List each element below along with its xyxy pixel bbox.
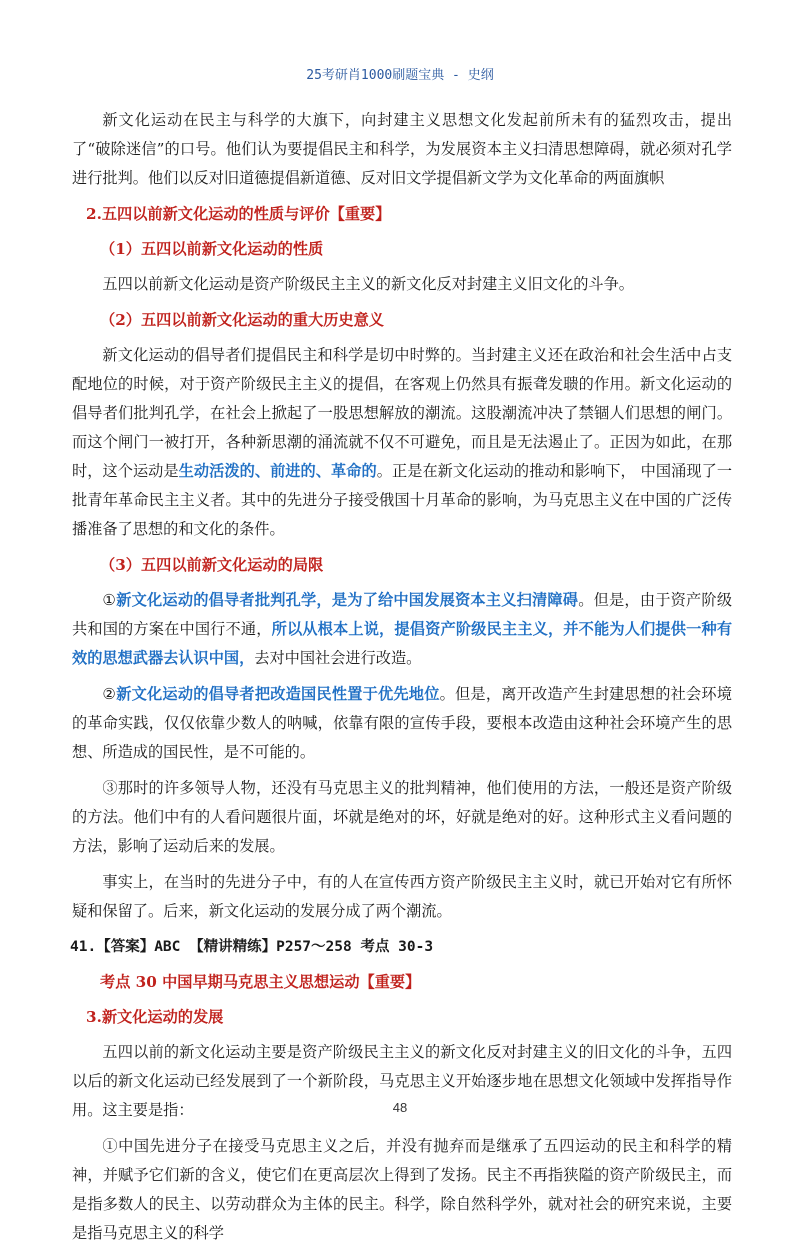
paragraph: ③那时的许多领导人物，还没有马克思主义的批判精神，他们使用的方法，一般还是资产阶级的方法。他们中有的人看问题很片面，坏就是绝对的坏，好就是绝对的好。这种形式主义看问题的方法，影响了运动后来的发展。 (72, 779, 732, 855)
subsection-heading: （2）五四以前新文化运动的重大历史意义 (100, 311, 384, 329)
highlight-text: 生动活泼的、前进的、革命的 (178, 462, 377, 480)
page-number: 48 (392, 1100, 408, 1115)
section-heading: 考点 30 中国早期马克思主义思想运动【重要】 (100, 973, 421, 991)
paragraph (72, 341, 732, 544)
list-number: ① (102, 591, 117, 609)
paragraph: 五四以前的新文化运动主要是资产阶级民主主义的新文化反对封建主义的旧文化的斗争，五四以后的新文化运动已经发展到了一个新阶段，马克思主义开始逐步地在思想文化领域中发挥指导作用。这主要是指： (72, 1043, 732, 1119)
subsection-heading: （1）五四以前新文化运动的性质 (100, 240, 324, 258)
highlight-text: 新文化运动的倡导者批判孔学，是为了给中国发展资本主义扫清障碍 (116, 591, 579, 609)
paragraph: ①中国先进分子在接受马克思主义之后，并没有抛弃而是继承了五四运动的民主和科学的精神，并赋予它们新的含义，使它们在更高层次上得到了发扬。民主不再指狭隘的资产阶级民主，而是指多数人的民主、以劳动群众为主体的民主。科学，除自然科学外，就对社会的研究来说，主要是指马克思主义的科学 (72, 1137, 732, 1242)
paragraph (72, 586, 732, 673)
paragraph (72, 680, 732, 767)
text-run: 。但是，由于资产阶级共和国的方案在中国行不通， (72, 591, 733, 638)
subsection-heading: （3）五四以前新文化运动的局限 (100, 556, 324, 574)
highlight-text: 新文化运动的倡导者把改造国民性置于优先地位 (116, 685, 440, 703)
text-run: 。但是，离开改造产生封建思想的社会环境的革命实践，仅仅依靠少数人的呐喊，依靠有限的宣传手段，要根本改造由这种社会环境产生的思想、所造成的国民性，是不可能的。 (72, 685, 733, 761)
answer-line: 41.【答案】ABC 【精讲精练】P257～258 考点 30-3 (70, 939, 434, 955)
text-run: 新文化运动的倡导者们提倡民主和科学是切中时弊的。当封建主义还在政治和社会生活中占支配地位的时候，对于资产阶级民主主义的提倡，在客观上仍然具有振聋发聩的作用。新文化运动的倡导者们批判孔学，在社会上掀起了一股思想解放的潮流。这股潮流冲决了禁锢人们思想的闸门。而这个闸门一被打开，各种新思潮的涌流就不仅不可避免，而且是无法遏止了。正因为如此，在那时，这个运动是 (72, 346, 732, 480)
document-body (72, 106, 732, 1255)
section-heading: 2.五四以前新文化运动的性质与评价【重要】 (86, 205, 391, 223)
paragraph: 新文化运动在民主与科学的大旗下，向封建主义思想文化发起前所未有的猛烈攻击，提出了“破除迷信”的口号。他们认为要提倡民主和科学，为发展资本主义扫清思想障碍，就必须对孔学进行批判。他们以反对旧道德提倡新道德、反对旧文学提倡新文学为文化革命的两面旗帜 (72, 111, 732, 187)
page-header: 25考研肖1000刷题宝典 - 史纲 (306, 68, 494, 83)
text-run: 。正是在新文化运动的推动和影响下， 中国涌现了一批青年革命民主主义者。其中的先进分子接受俄国十月革命的影响，为马克思主义在中国的广泛传播准备了思想的和文化的条件。 (72, 462, 733, 538)
list-number: ② (102, 685, 117, 703)
text-run: 去对中国社会进行改造。 (254, 649, 422, 667)
section-heading: 3.新文化运动的发展 (86, 1008, 224, 1026)
highlight-text: 所以从根本上说，提倡资产阶级民主主义，并不能为人们提供一种有效的思想武器去认识中国， (72, 620, 733, 667)
paragraph: 事实上，在当时的先进分子中，有的人在宣传西方资产阶级民主主义时，就已开始对它有所怀疑和保留了。后来，新文化运动的发展分成了两个潮流。 (72, 873, 732, 920)
paragraph: 五四以前新文化运动是资产阶级民主主义的新文化反对封建主义旧文化的斗争。 (102, 275, 634, 293)
